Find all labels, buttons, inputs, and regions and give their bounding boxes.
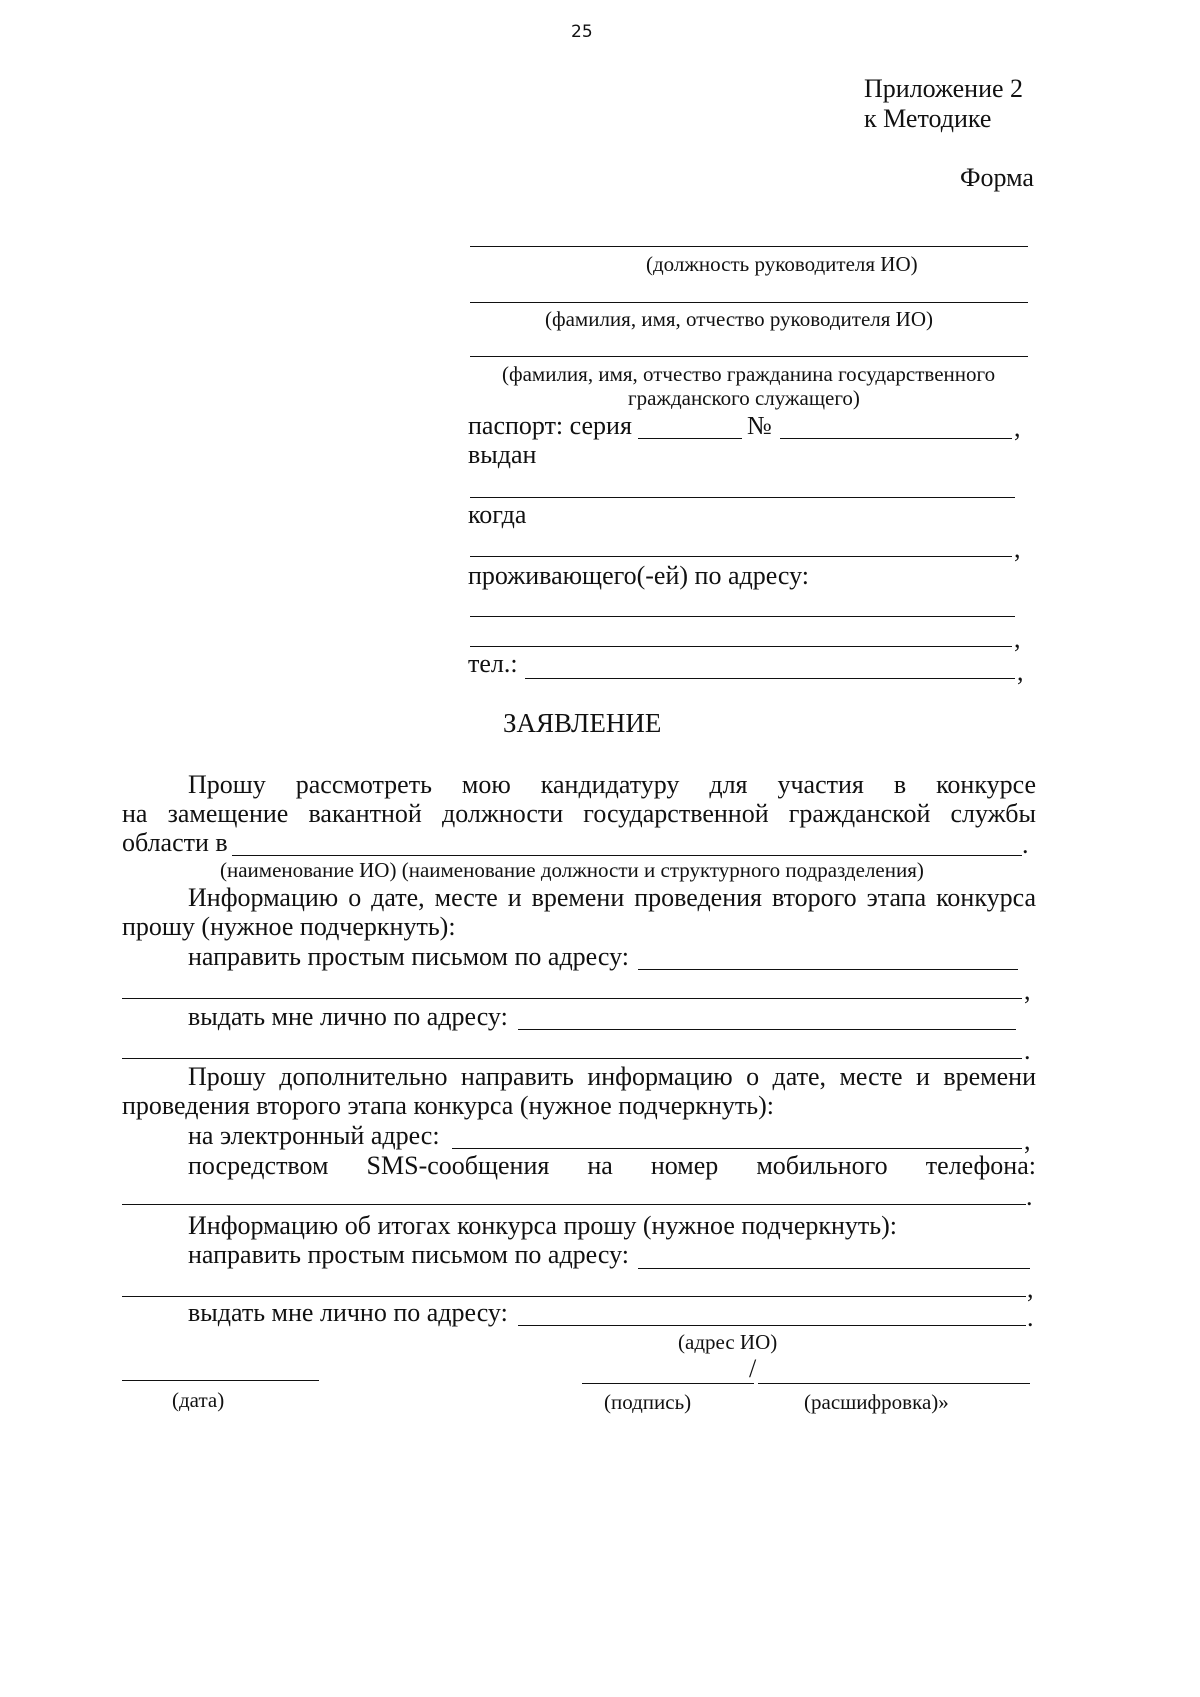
decoding-caption: (расшифровка)»	[804, 1390, 949, 1414]
p2-personal-field-1[interactable]	[518, 1029, 1016, 1030]
p4-mail-label: направить простым письмом по адресу:	[188, 1240, 629, 1269]
address-field-1[interactable]	[470, 616, 1015, 617]
io-address-caption: (адрес ИО)	[678, 1330, 778, 1354]
comma: ,	[1024, 976, 1031, 1005]
date-caption: (дата)	[172, 1388, 225, 1412]
word: телефона:	[925, 1151, 1036, 1180]
slash: /	[749, 1354, 757, 1383]
issued-label: выдан	[468, 440, 537, 469]
p1-line-3: области в	[122, 828, 228, 857]
comma: ,	[1017, 657, 1024, 686]
passport-series-label: паспорт: серия	[468, 411, 632, 440]
citizen-fio-line[interactable]	[470, 356, 1028, 357]
p3-line-1: Прошу дополнительно направить информацию о дате, месте и времени	[188, 1062, 1036, 1091]
comma: ,	[1014, 534, 1021, 563]
p2-mail-label: направить простым письмом по адресу:	[188, 942, 629, 971]
word: кандидатуру	[540, 770, 680, 799]
word: мобильного	[756, 1151, 888, 1180]
p3-sms-field[interactable]	[122, 1204, 1026, 1205]
passport-number-field[interactable]	[780, 438, 1012, 439]
head-fio-line[interactable]	[470, 302, 1028, 303]
citizen-fio-caption-1: (фамилия, имя, отчество гражданина государственного	[502, 362, 996, 386]
word: в	[893, 770, 907, 799]
p4-personal-label: выдать мне лично по адресу:	[188, 1298, 508, 1327]
signature-field[interactable]	[582, 1383, 754, 1384]
period: .	[1022, 830, 1029, 859]
decoding-field[interactable]	[758, 1383, 1030, 1384]
comma: ,	[1014, 413, 1021, 442]
address-field-2[interactable]	[470, 646, 1012, 647]
word: рассмотреть	[295, 770, 432, 799]
form-label: Форма	[960, 163, 1034, 192]
phone-field[interactable]	[525, 678, 1015, 679]
word: участия	[777, 770, 864, 799]
word: на	[587, 1151, 613, 1180]
p3-sms-line	[188, 1151, 1036, 1181]
passport-number-label: №	[747, 411, 772, 440]
comma: ,	[1024, 1126, 1031, 1155]
p1-line-2: на замещение вакантной должности государственной гражданской службы	[122, 799, 1036, 828]
p3-email-label: на электронный адрес:	[188, 1121, 440, 1150]
period: .	[1024, 1036, 1031, 1065]
date-field[interactable]	[122, 1380, 319, 1381]
signature-caption: (подпись)	[604, 1390, 692, 1414]
position-line[interactable]	[470, 246, 1028, 247]
passport-series-field[interactable]	[638, 438, 742, 439]
p4-mail-field-1[interactable]	[638, 1268, 1030, 1269]
position-caption: (должность руководителя ИО)	[646, 252, 918, 276]
p1-line-1	[188, 770, 1036, 800]
document-title: ЗАЯВЛЕНИЕ	[503, 708, 662, 738]
method-label: к Методике	[864, 104, 992, 133]
period: .	[1026, 1182, 1033, 1211]
organization-caption: (наименование ИО) (наименование должности и структурного подразделения)	[220, 858, 924, 882]
word: номер	[650, 1151, 719, 1180]
p2-mail-field-1[interactable]	[638, 969, 1018, 970]
p3-email-field[interactable]	[452, 1148, 1022, 1149]
organization-field[interactable]	[232, 855, 1022, 856]
p4-personal-field[interactable]	[518, 1325, 1026, 1326]
when-field[interactable]	[470, 556, 1012, 557]
p2-personal-label: выдать мне лично по адресу:	[188, 1002, 508, 1031]
word: для	[709, 770, 748, 799]
citizen-fio-caption-2: гражданского служащего)	[628, 386, 860, 410]
issued-field[interactable]	[470, 497, 1015, 498]
word: посредством	[188, 1151, 329, 1180]
phone-label: тел.:	[468, 649, 518, 678]
word: SMS-сообщения	[366, 1151, 550, 1180]
residing-label: проживающего(-ей) по адресу:	[468, 561, 809, 590]
p2-mail-field-2[interactable]	[122, 998, 1022, 999]
p2-line-2: прошу (нужное подчеркнуть):	[122, 912, 456, 941]
comma: ,	[1014, 624, 1021, 653]
when-label: когда	[468, 500, 527, 529]
p2-line-1: Информацию о дате, месте и времени проведения второго этапа конкурса	[188, 883, 1036, 912]
comma: ,	[1027, 1274, 1034, 1303]
word: Прошу	[188, 770, 266, 799]
page-number: 25	[571, 22, 593, 42]
p2-personal-field-2[interactable]	[122, 1058, 1022, 1059]
period: .	[1027, 1303, 1034, 1332]
word: мою	[461, 770, 511, 799]
p4-mail-field-2[interactable]	[122, 1296, 1026, 1297]
head-fio-caption: (фамилия, имя, отчество руководителя ИО)	[545, 307, 933, 331]
p4-line-1: Информацию об итогах конкурса прошу (нужное подчеркнуть):	[188, 1211, 898, 1240]
appendix-label: Приложение 2	[864, 74, 1024, 103]
word: конкурсе	[936, 770, 1036, 799]
p3-line-2: проведения второго этапа конкурса (нужное подчеркнуть):	[122, 1091, 774, 1120]
